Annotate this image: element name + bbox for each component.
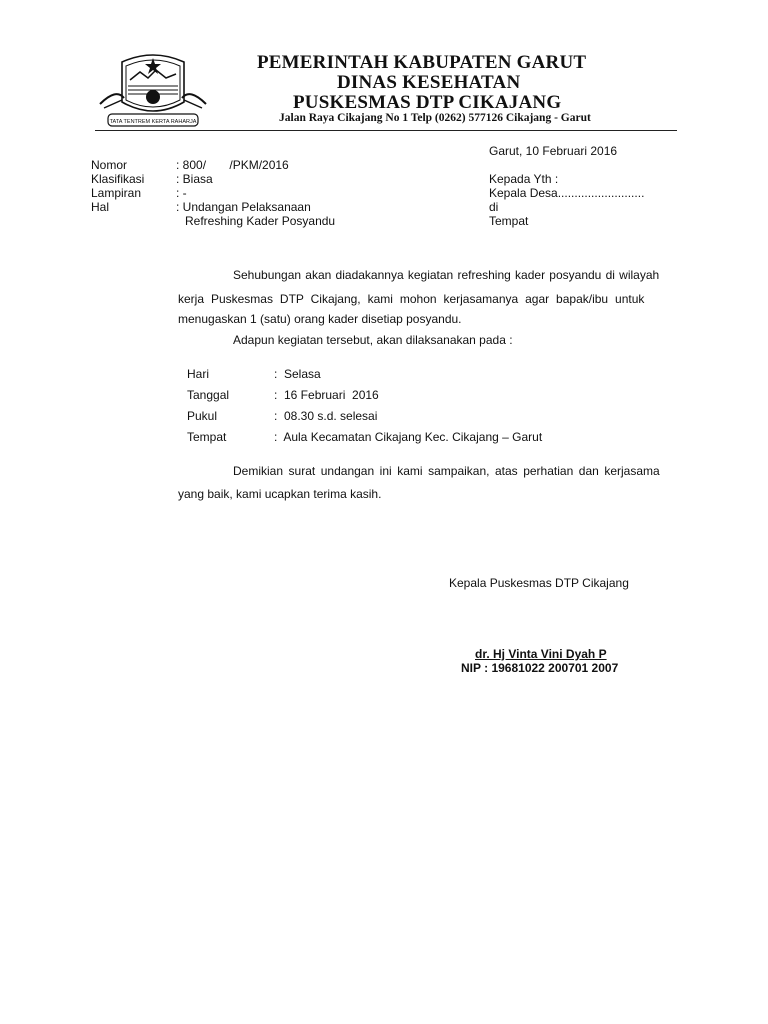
recipient-line4: Tempat <box>489 214 529 228</box>
signature-name: dr. Hj Vinta Vini Dyah P <box>475 647 607 661</box>
detail-label-hari: Hari <box>187 367 210 381</box>
header-line2: DINAS KESEHATAN <box>337 72 521 93</box>
header-line1: PEMERINTAH KABUPATEN GARUT <box>257 52 587 73</box>
detail-label-tanggal: Tanggal <box>187 388 230 402</box>
meta-label-nomor: Nomor <box>91 158 128 172</box>
para2: Adapun kegiatan tersebut, akan dilaksanakan pada : <box>233 333 513 347</box>
recipient-line1: Kepada Yth : <box>489 172 559 186</box>
header-rule <box>95 130 677 131</box>
meta-value-nomor: : 800/ /PKM/2016 <box>176 158 289 172</box>
regency-logo <box>96 50 210 132</box>
header-address: Jalan Raya Cikajang No 1 Telp (0262) 577126 Cikajang - Garut <box>279 112 591 124</box>
para1-line1: Sehubungan akan diadakannya kegiatan refreshing kader posyandu di wilayah <box>233 268 660 282</box>
detail-value-tempat: : Aula Kecamatan Cikajang Kec. Cikajang – Garut <box>274 430 543 444</box>
recipient-line3: di <box>489 200 499 214</box>
detail-value-hari: : Selasa <box>274 367 321 381</box>
para1-line3: menugaskan 1 (satu) orang kader disetiap posyandu. <box>178 312 462 326</box>
meta-label-hal: Hal <box>91 200 110 214</box>
header-line3: PUSKESMAS DTP CIKAJANG <box>293 92 562 113</box>
closing-line1: Demikian surat undangan ini kami sampaikan, atas perhatian dan kerjasama <box>233 464 660 478</box>
detail-value-tanggal: : 16 Februari 2016 <box>274 388 379 402</box>
logo-motto: TATA TENTREM KERTA RAHARJA <box>109 119 197 125</box>
recipient-line2: Kepala Desa.......................... <box>489 186 645 200</box>
signature-title: Kepala Puskesmas DTP Cikajang <box>449 576 629 590</box>
meta-value-hal: : Undangan Pelaksanaan <box>176 200 311 214</box>
detail-label-tempat: Tempat <box>187 430 227 444</box>
detail-value-pukul: : 08.30 s.d. selesai <box>274 409 378 423</box>
para1-line2: kerja Puskesmas DTP Cikajang, kami mohon kerjasamanya agar bapak/ibu untuk <box>178 292 645 306</box>
meta-value-klasifikasi: : Biasa <box>176 172 213 186</box>
closing-line2: yang baik, kami ucapkan terima kasih. <box>178 487 382 501</box>
meta-label-lampiran: Lampiran <box>91 186 142 200</box>
signature-nip: NIP : 19681022 200701 2007 <box>461 661 619 675</box>
meta-label-klasifikasi: Klasifikasi <box>91 172 145 186</box>
date-line: Garut, 10 Februari 2016 <box>489 144 618 158</box>
detail-label-pukul: Pukul <box>187 409 218 423</box>
meta-value-hal-cont: Refreshing Kader Posyandu <box>185 214 336 228</box>
meta-value-lampiran: : - <box>176 186 187 200</box>
